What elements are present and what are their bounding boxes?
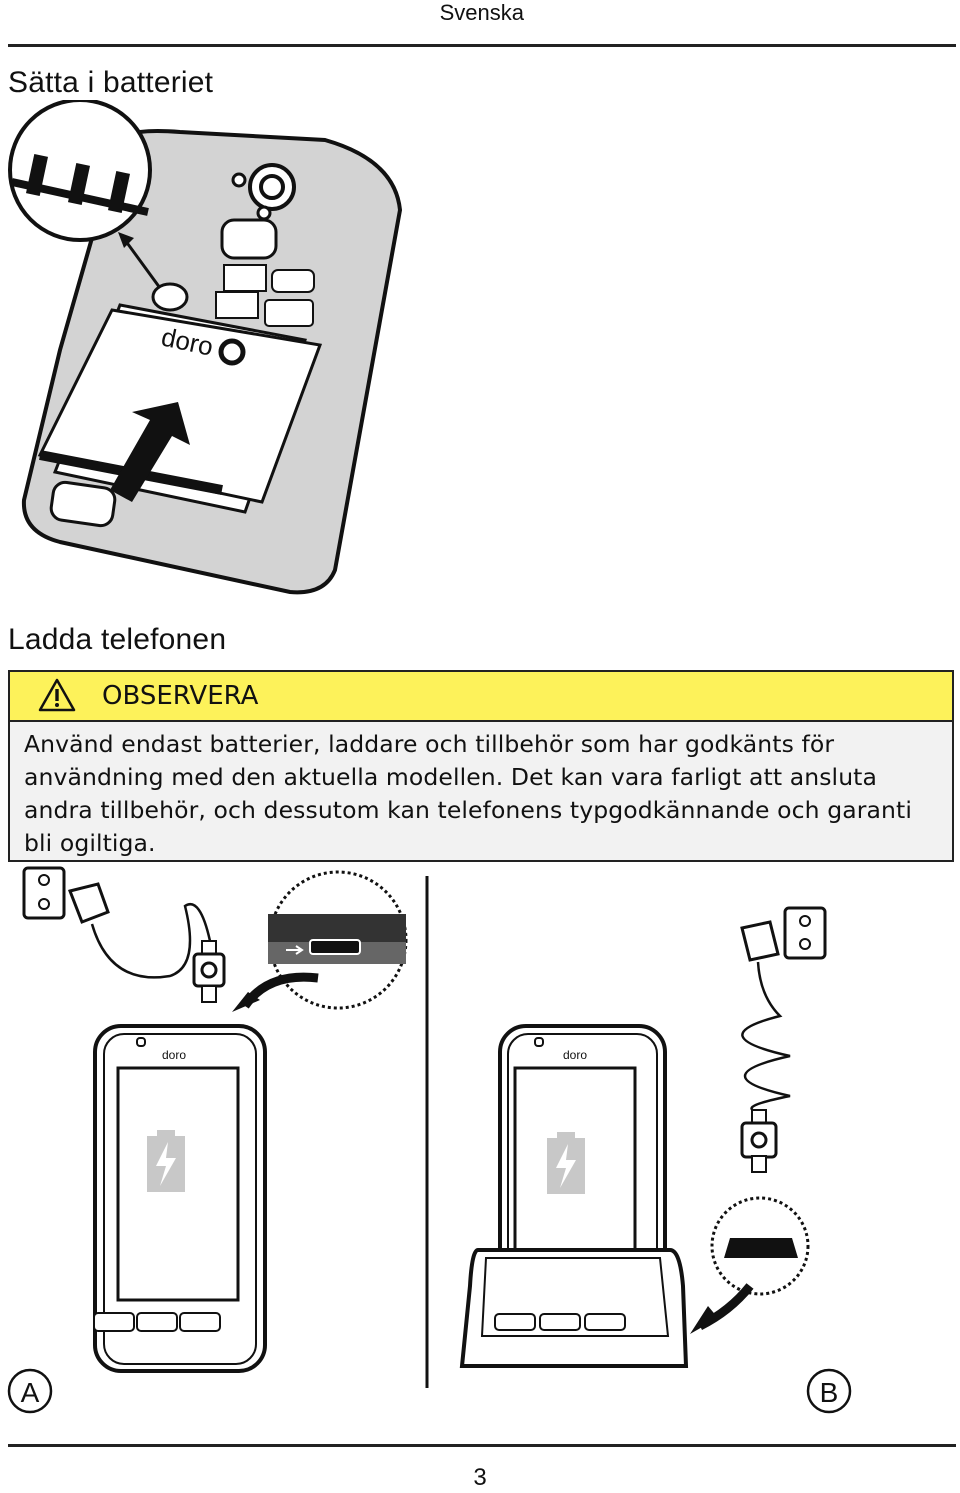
note-text: Använd endast batterier, laddare och tillbehör som har godkänts för användning med den aktuella modellen. Det kan vara farligt att ansluta andra tillbehör, och dessutom kan telefonens typgodkännande och garanti bli ogiltiga.: [24, 730, 912, 857]
note-header: [10, 672, 952, 722]
phone-a: [94, 1026, 265, 1371]
wall-socket-icon: [785, 908, 825, 958]
usb-port-zoom: [268, 872, 406, 1008]
usb-plug-icon: [742, 1110, 776, 1172]
warning-icon: [38, 678, 76, 712]
wall-socket-icon: [24, 868, 64, 918]
header-divider: [8, 44, 956, 47]
footer-divider: [8, 1444, 956, 1447]
section-title-battery: Sätta i batteriet: [8, 66, 214, 99]
phone-b-in-cradle: [462, 1026, 686, 1366]
section-title-charge: Ladda telefonen: [8, 623, 227, 656]
svg-text:doro: doro: [162, 1048, 187, 1062]
charging-illustration: [0, 866, 960, 1426]
svg-text:doro: doro: [158, 321, 216, 362]
battery-insertion-illustration: [0, 100, 420, 600]
page-header: [0, 0, 960, 30]
page-number: 3: [473, 1464, 487, 1491]
charger-adapter-icon: [742, 922, 778, 960]
svg-text:B: B: [819, 1377, 839, 1408]
note-label: OBSERVERA: [102, 681, 259, 711]
option-b-marker: [808, 1370, 850, 1412]
usb-plug-icon: [194, 941, 224, 1002]
svg-text:A: A: [20, 1377, 40, 1408]
charger-adapter-icon: [70, 884, 108, 922]
svg-text:doro: doro: [563, 1048, 588, 1062]
option-a-marker: [9, 1370, 51, 1412]
note-box: [8, 670, 954, 862]
language-label: Svenska: [439, 0, 524, 25]
cradle-port-zoom: [712, 1198, 808, 1294]
